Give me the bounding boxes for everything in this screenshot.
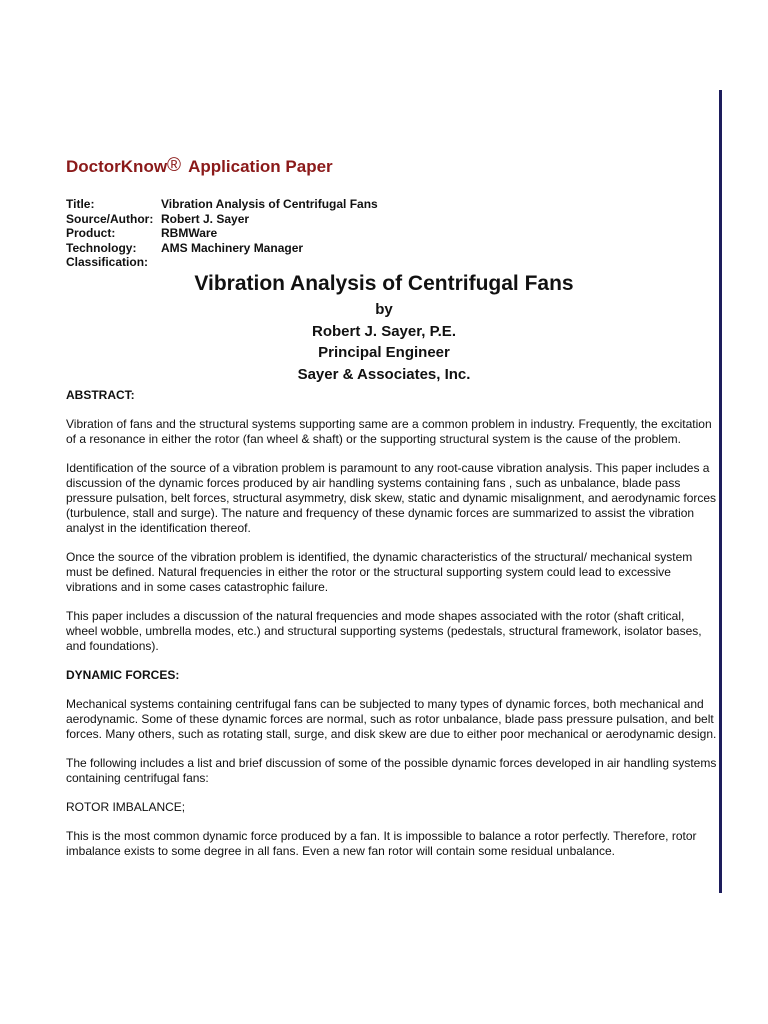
body-text: [66, 388, 718, 873]
author-name: Robert J. Sayer, P.E.: [312, 322, 456, 340]
meta-value: Vibration Analysis of Centrifugal Fans: [161, 197, 378, 211]
paragraph: This is the most common dynamic force produced by a fan. It is impossible to balance a rotor perfectly. Therefore, rotor imbalance exists to some degree in all fans. Even a new fan rotor will contain some residual unbalance.: [66, 829, 697, 858]
doc-header: [66, 155, 333, 177]
meta-row-technology: [66, 241, 378, 256]
meta-label: Classification:: [66, 255, 149, 270]
meta-label: Title:: [66, 197, 95, 211]
title-block: [0, 270, 768, 384]
byline-by: by: [375, 301, 393, 318]
registered-mark: ®: [167, 155, 182, 176]
dynamic-forces-heading: DYNAMIC FORCES:: [66, 668, 180, 682]
meta-value: RBMWare: [161, 226, 218, 241]
author-company: Sayer & Associates, Inc.: [297, 365, 471, 383]
rotor-imbalance-heading: ROTOR IMBALANCE;: [66, 800, 186, 814]
meta-label: Source/Author:: [66, 211, 154, 226]
paragraph: Vibration of fans and the structural systems supporting same are a common problem in industry. Frequently, the excitation of a resonance in either the rotor (fan wheel & shaft) or the supporting structural system is the cause of the problem.: [66, 417, 712, 446]
meta-label: Product:: [66, 226, 116, 241]
brand-name: DoctorKnow: [66, 157, 168, 176]
margin-rule: [719, 90, 722, 893]
paragraph: Identification of the source of a vibration problem is paramount to any root-cause vibration analysis. This paper includes a discussion of the dynamic forces produced by air handling systems containing fans , such as unbalance, blade pass pressure pulsation, belt forces, structural asymmetry, disk skew, static and dynamic misalignment, and aerodynamic forces (turbulence, stall and surge). The nature and frequency of these dynamic forces are summarized to assist the vibration analyst in the identification thereof.: [66, 461, 717, 535]
metadata-table: [66, 197, 378, 270]
meta-row-author: [66, 212, 378, 227]
meta-row-title: [66, 197, 378, 212]
meta-row-product: [66, 226, 378, 241]
meta-row-classification: [66, 255, 378, 270]
meta-value: Robert J. Sayer: [161, 211, 250, 226]
meta-value: AMS Machinery Manager: [161, 240, 304, 255]
meta-label: Technology:: [66, 240, 137, 255]
document-title: Vibration Analysis of Centrifugal Fans: [194, 272, 574, 295]
abstract-heading: ABSTRACT:: [66, 388, 135, 402]
paragraph: The following includes a list and brief discussion of some of the possible dynamic forces developed in air handling systems containing centrifugal fans:: [66, 756, 717, 785]
header-label: Application Paper: [188, 157, 333, 176]
paragraph: This paper includes a discussion of the natural frequencies and mode shapes associated with the rotor (shaft critical, wheel wobble, umbrella modes, etc.) and structural supporting systems (pedestals, structural framework, isolator bases, and foundations).: [66, 609, 702, 653]
paragraph: Mechanical systems containing centrifugal fans can be subjected to many types of dynamic forces, both mechanical and aerodynamic. Some of these dynamic forces are normal, such as rotor unbalance, blade pass pressure pulsation, and belt forces. Many others, such as rotating stall, surge, and disk skew are due to either poor mechanical or aerodynamic design.: [66, 697, 717, 741]
author-role: Principal Engineer: [318, 344, 450, 361]
paragraph: Once the source of the vibration problem is identified, the dynamic characteristics of the structural/ mechanical system must be defined. Natural frequencies in either the rotor or the structural supporting system could lead to excessive vibrations and in some cases catastrophic failure.: [66, 550, 693, 594]
